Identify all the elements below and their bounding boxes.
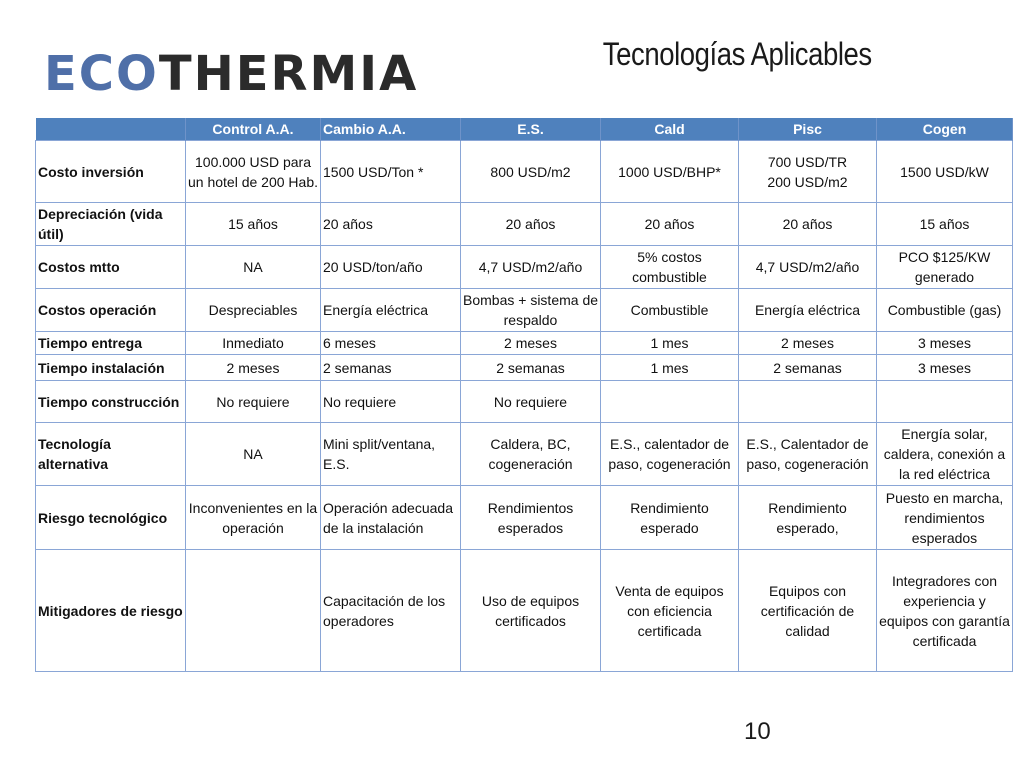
table-cell: E.S., Calentador de paso, cogeneración <box>739 423 877 486</box>
table-cell <box>739 381 877 423</box>
ecothermia-logo <box>44 44 418 104</box>
table-header-row <box>36 118 1013 141</box>
table-cell: Venta de equipos con eficiencia certificada <box>601 550 739 672</box>
table-row <box>36 550 1013 672</box>
table-cell: 700 USD/TR 200 USD/m2 <box>739 141 877 203</box>
table-cell: Puesto en marcha, rendimientos esperados <box>877 486 1013 550</box>
table-cell: Inmediato <box>186 332 321 355</box>
logo-thermia: THERMIA <box>158 46 419 102</box>
table-row <box>36 423 1013 486</box>
table-cell: 20 años <box>321 203 461 246</box>
table-cell: 2 meses <box>186 355 321 381</box>
table-cell: Energía solar, caldera, conexión a la red eléctrica <box>877 423 1013 486</box>
table-row <box>36 203 1013 246</box>
table-cell: Rendimientos esperados <box>461 486 601 550</box>
header-es: E.S. <box>461 118 601 141</box>
table-cell: Equipos con certificación de calidad <box>739 550 877 672</box>
table-cell: NA <box>186 423 321 486</box>
table-row <box>36 486 1013 550</box>
table-cell: 800 USD/m2 <box>461 141 601 203</box>
header-control-aa: Control A.A. <box>186 118 321 141</box>
table-cell: Capacitación de los operadores <box>321 550 461 672</box>
row-label: Riesgo tecnológico <box>36 486 186 550</box>
table-cell: Integradores con experiencia y equipos con garantía certificada <box>877 550 1013 672</box>
table-cell: 1 mes <box>601 332 739 355</box>
table-cell: 6 meses <box>321 332 461 355</box>
table-cell: Mini split/ventana, E.S. <box>321 423 461 486</box>
table-cell: 4,7 USD/m2/año <box>739 246 877 289</box>
table-cell: 20 USD/ton/año <box>321 246 461 289</box>
row-label: Tiempo instalación <box>36 355 186 381</box>
table-cell: Energía eléctrica <box>321 289 461 332</box>
row-label: Costo inversión <box>36 141 186 203</box>
row-label: Depreciación (vida útil) <box>36 203 186 246</box>
technologies-table <box>35 118 1013 672</box>
table-cell: 1500 USD/Ton * <box>321 141 461 203</box>
table-cell: 3 meses <box>877 332 1013 355</box>
table-cell: 20 años <box>739 203 877 246</box>
header-cambio-aa: Cambio A.A. <box>321 118 461 141</box>
table-row <box>36 289 1013 332</box>
table-cell <box>877 381 1013 423</box>
table-cell: PCO $125/KW generado <box>877 246 1013 289</box>
table-cell: Combustible (gas) <box>877 289 1013 332</box>
table-cell: Operación adecuada de la instalación <box>321 486 461 550</box>
logo-eco: ECO <box>44 46 159 102</box>
table-cell <box>186 550 321 672</box>
row-label: Costos mtto <box>36 246 186 289</box>
row-label: Tiempo construcción <box>36 381 186 423</box>
table-cell: 15 años <box>186 203 321 246</box>
table-cell: 15 años <box>877 203 1013 246</box>
table-row <box>36 355 1013 381</box>
table-cell: 1 mes <box>601 355 739 381</box>
page-number: 10 <box>744 718 771 745</box>
table-cell: NA <box>186 246 321 289</box>
table-cell: 20 años <box>461 203 601 246</box>
table-cell: 2 semanas <box>321 355 461 381</box>
table-cell: Caldera, BC, cogeneración <box>461 423 601 486</box>
table-cell: Despreciables <box>186 289 321 332</box>
table-row <box>36 141 1013 203</box>
table-cell: Uso de equipos certificados <box>461 550 601 672</box>
table-cell: 2 semanas <box>739 355 877 381</box>
row-label: Tiempo entrega <box>36 332 186 355</box>
table-cell: 1500 USD/kW <box>877 141 1013 203</box>
row-label: Tecnología alternativa <box>36 423 186 486</box>
table-cell: No requiere <box>321 381 461 423</box>
table-cell <box>601 381 739 423</box>
slide-title: Tecnologías Aplicables <box>603 36 872 72</box>
header-pisc: Pisc <box>739 118 877 141</box>
table-row <box>36 246 1013 289</box>
header-cogen: Cogen <box>877 118 1013 141</box>
table-cell: 4,7 USD/m2/año <box>461 246 601 289</box>
table-cell: 100.000 USD para un hotel de 200 Hab. <box>186 141 321 203</box>
table-cell: 2 meses <box>461 332 601 355</box>
table-cell: 20 años <box>601 203 739 246</box>
table-cell: No requiere <box>461 381 601 423</box>
table-cell: Rendimiento esperado <box>601 486 739 550</box>
table-cell: Bombas + sistema de respaldo <box>461 289 601 332</box>
table-cell: No requiere <box>186 381 321 423</box>
table-cell: Combustible <box>601 289 739 332</box>
table-row <box>36 332 1013 355</box>
header-cald: Cald <box>601 118 739 141</box>
table-cell: Inconvenientes en la operación <box>186 486 321 550</box>
table-cell: 1000 USD/BHP* <box>601 141 739 203</box>
table-cell: 2 meses <box>739 332 877 355</box>
table-cell: E.S., calentador de paso, cogeneración <box>601 423 739 486</box>
table-cell: 2 semanas <box>461 355 601 381</box>
row-label: Costos operación <box>36 289 186 332</box>
table-cell: 5% costos combustible <box>601 246 739 289</box>
header-corner <box>36 118 186 141</box>
table-cell: 3 meses <box>877 355 1013 381</box>
table-cell: Rendimiento esperado, <box>739 486 877 550</box>
table-cell: Energía eléctrica <box>739 289 877 332</box>
row-label: Mitigadores de riesgo <box>36 550 186 672</box>
table-row <box>36 381 1013 423</box>
